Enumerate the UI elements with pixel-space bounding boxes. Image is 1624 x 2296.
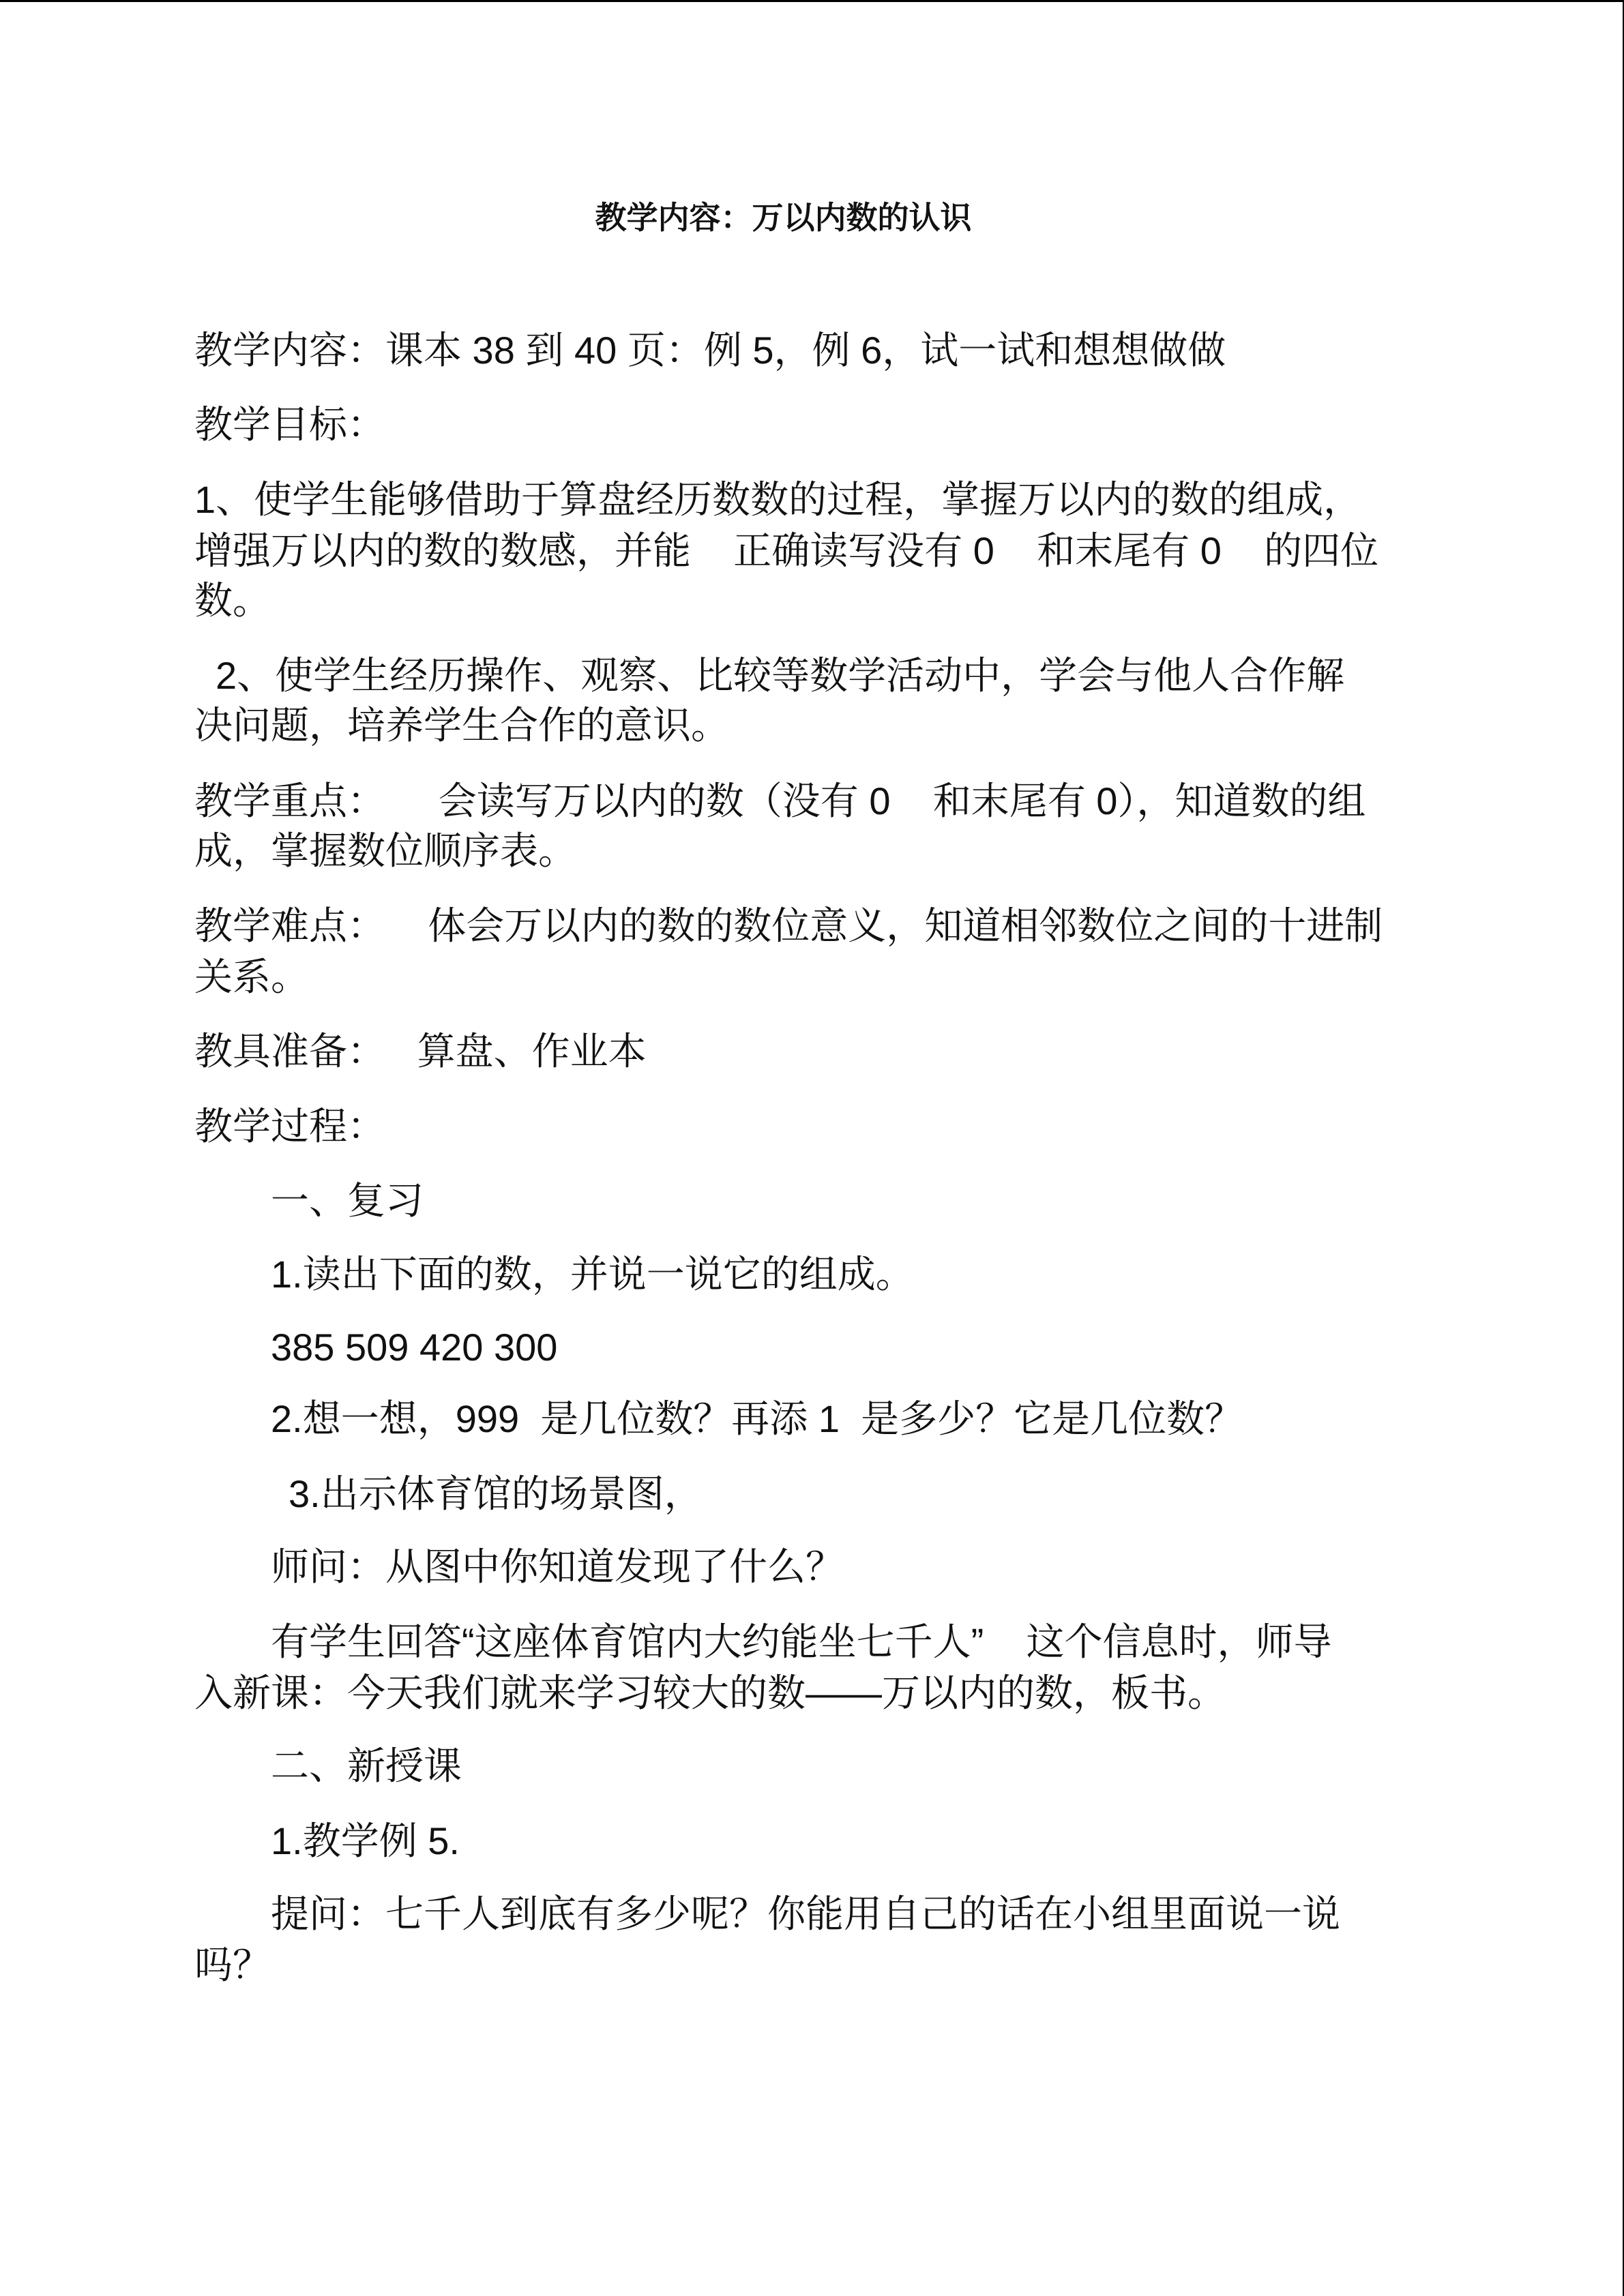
review-item-1: 1.读出下面的数，并说一说它的组成。 bbox=[271, 1253, 914, 1296]
goal-2-line-1: 2、使学生经历操作、观察、比较等数学活动中，学会与他人合作解 bbox=[216, 654, 1345, 697]
goal-1-line-2: 增强万以内的数的数感，并能 正确读写没有 0 和末尾有 0 的四位 bbox=[194, 529, 1379, 572]
section-new-lesson-heading: 二、新授课 bbox=[271, 1744, 462, 1787]
document-title: 教学内容：万以内数的认识 bbox=[595, 200, 972, 235]
student-answer-line-1: 有学生回答“这座体育馆内大约能坐七千人” 这个信息时，师导 bbox=[271, 1620, 1332, 1663]
key-points-line-2: 成，掌握数位顺序表。 bbox=[194, 829, 576, 872]
teaching-content-line: 教学内容：课本 38 到 40 页：例 5，例 6，试一试和想想做做 bbox=[194, 329, 1226, 372]
difficulties-line-1: 教学难点： 体会万以内的数的数位意义，知道相邻数位之间的十进制 bbox=[194, 904, 1383, 947]
difficulties-line-2: 关系。 bbox=[194, 955, 309, 998]
teaching-aids-line: 教具准备： 算盘、作业本 bbox=[194, 1030, 647, 1073]
key-points-line-1: 教学重点： 会读写万以内的数（没有 0 和末尾有 0），知道数的组 bbox=[194, 779, 1366, 822]
question-line-2: 吗？ bbox=[194, 1943, 271, 1986]
example-5-heading: 1.教学例 5. bbox=[271, 1819, 460, 1862]
goal-2-line-2: 决问题，培养学生合作的意识。 bbox=[194, 704, 729, 747]
question-line-1: 提问：七千人到底有多少呢？你能用自己的话在小组里面说一说 bbox=[271, 1892, 1340, 1935]
student-answer-line-2: 入新课：今天我们就来学习较大的数——万以内的数，板书。 bbox=[194, 1671, 1226, 1714]
review-item-3: 3.出示体育馆的场景图， bbox=[289, 1472, 703, 1515]
teaching-process-heading: 教学过程： bbox=[194, 1105, 385, 1148]
review-item-2: 2.想一想，999 是几位数？再添 1 是多少？它是几位数？ bbox=[271, 1397, 1243, 1440]
teacher-question-line: 师问：从图中你知道发现了什么？ bbox=[271, 1545, 844, 1588]
review-numbers: 385 509 420 300 bbox=[271, 1326, 558, 1369]
section-review-heading: 一、复习 bbox=[271, 1179, 424, 1222]
goal-1-line-3: 数。 bbox=[194, 579, 271, 622]
teaching-goals-heading: 教学目标： bbox=[194, 403, 385, 446]
goal-1-line-1: 1、使学生能够借助于算盘经历数数的过程，掌握万以内的数的组成， bbox=[194, 478, 1362, 521]
